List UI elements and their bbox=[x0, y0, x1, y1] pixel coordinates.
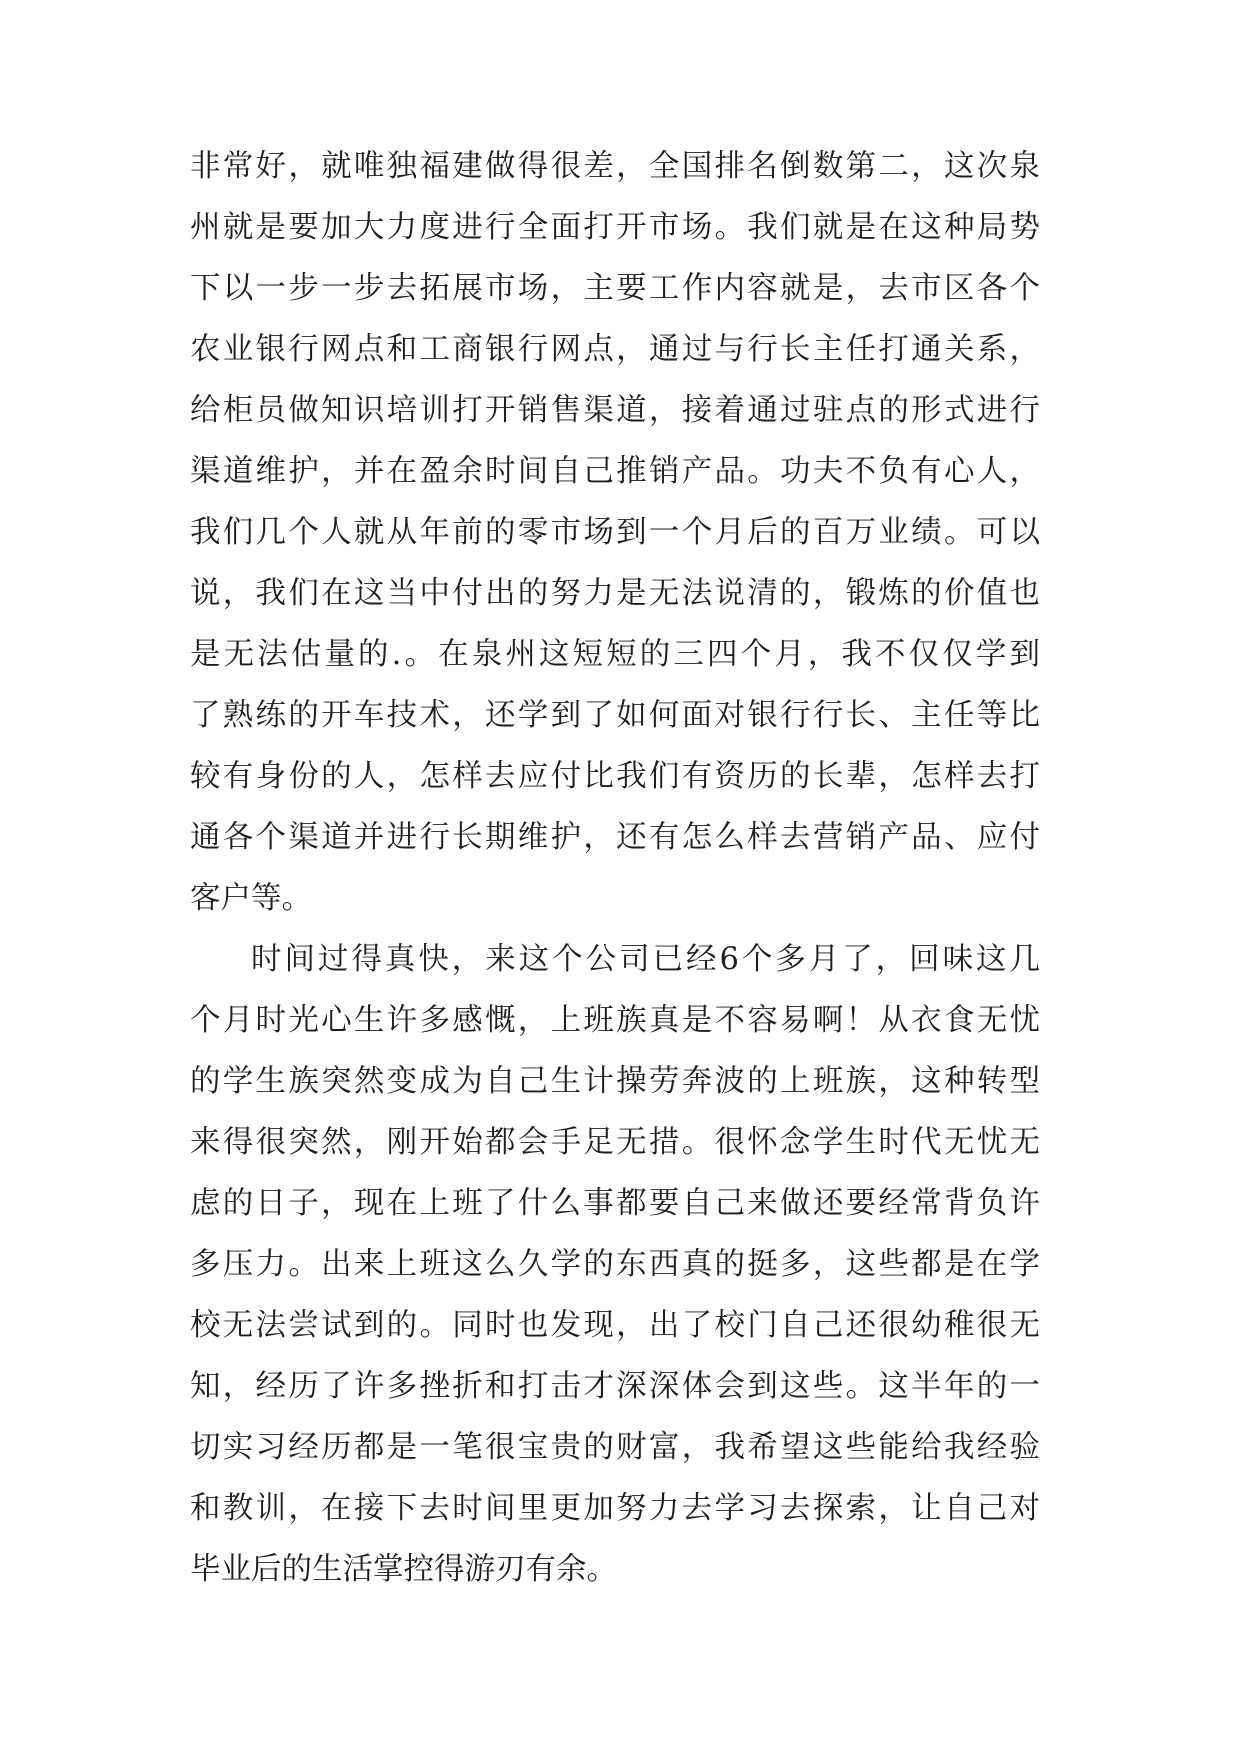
paragraph-1-line-6: 渠道维护，并在盈余时间自己推销产品。功夫不负有心人， bbox=[190, 454, 1040, 489]
paragraph-2-line-8: 知，经历了许多挫折和打击才深深体会到这些。这半年的一 bbox=[190, 1369, 1040, 1404]
paragraph-1-line-5: 给柜员做知识培训打开销售渠道，接着通过驻点的形式进行 bbox=[190, 393, 1040, 428]
paragraph-1-line-8: 说，我们在这当中付出的努力是无法说清的，锻炼的价值也 bbox=[190, 576, 1040, 611]
paragraph-1-line-4: 农业银行网点和工商银行网点，通过与行长主任打通关系， bbox=[190, 332, 1040, 367]
paragraph-1-line-9: 是无法估量的.。在泉州这短短的三四个月，我不仅仅学到 bbox=[190, 637, 1040, 672]
paragraph-1-line-11: 较有身份的人，怎样去应付比我们有资历的长辈，怎样去打 bbox=[190, 759, 1040, 794]
paragraph-1-line-7: 我们几个人就从年前的零市场到一个月后的百万业绩。可以 bbox=[190, 515, 1040, 550]
paragraph-1-line-10: 了熟练的开车技术，还学到了如何面对银行行长、主任等比 bbox=[190, 698, 1040, 733]
paragraph-2-line-1: 时间过得真快，来这个公司已经6个多月了，回味这几 bbox=[251, 942, 1040, 977]
paragraph-2-line-4: 来得很突然，刚开始都会手足无措。很怀念学生时代无忧无 bbox=[190, 1125, 1040, 1160]
paragraph-2-line-9: 切实习经历都是一笔很宝贵的财富，我希望这些能给我经验 bbox=[190, 1430, 1040, 1465]
paragraph-2-line-10: 和教训，在接下去时间里更加努力去学习去探索，让自己对 bbox=[190, 1491, 1040, 1526]
paragraph-2-line-2: 个月时光心生许多感慨，上班族真是不容易啊！从衣食无忧 bbox=[190, 1003, 1040, 1038]
paragraph-1-line-12: 通各个渠道并进行长期维护，还有怎么样去营销产品、应付 bbox=[190, 820, 1040, 855]
paragraph-1-line-3: 下以一步一步去拓展市场，主要工作内容就是，去市区各个 bbox=[190, 271, 1040, 306]
paragraph-2-line-6: 多压力。出来上班这么久学的东西真的挺多，这些都是在学 bbox=[190, 1247, 1040, 1282]
paragraph-2-line-3: 的学生族突然变成为自己生计操劳奔波的上班族，这种转型 bbox=[190, 1064, 1040, 1099]
paragraph-1-line-1: 非常好，就唯独福建做得很差，全国排名倒数第二，这次泉 bbox=[190, 149, 1040, 184]
paragraph-2-line-11: 毕业后的生活掌控得游刃有余。 bbox=[190, 1552, 617, 1587]
paragraph-2-line-7: 校无法尝试到的。同时也发现，出了校门自己还很幼稚很无 bbox=[190, 1308, 1040, 1343]
paragraph-2-line-5: 虑的日子，现在上班了什么事都要自己来做还要经常背负许 bbox=[190, 1186, 1040, 1221]
paragraph-1-line-13: 客户等。 bbox=[190, 881, 312, 916]
paragraph-1-line-2: 州就是要加大力度进行全面打开市场。我们就是在这种局势 bbox=[190, 210, 1040, 245]
